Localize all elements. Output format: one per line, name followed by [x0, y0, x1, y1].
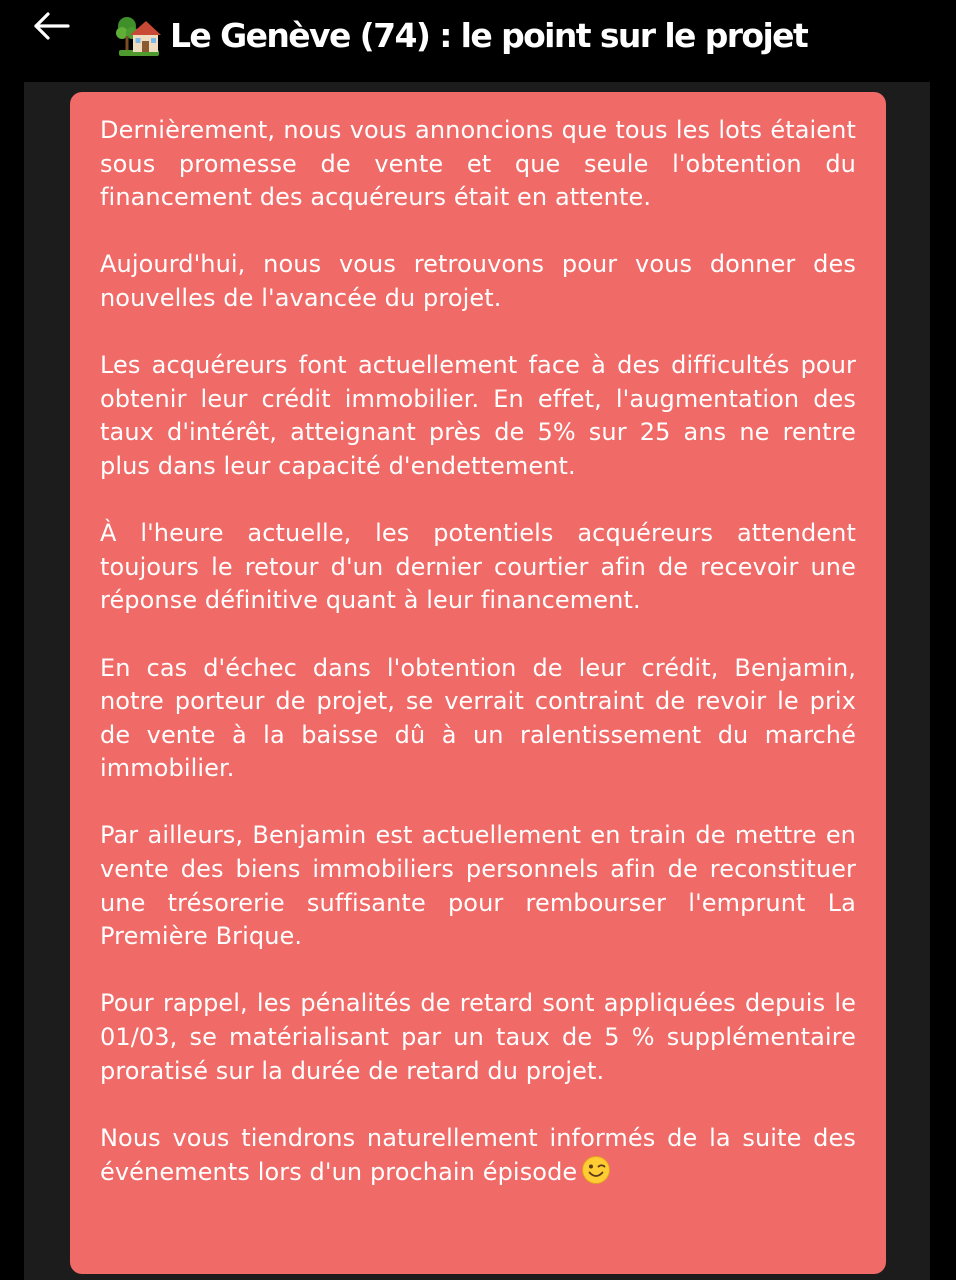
house-with-garden-icon	[116, 12, 162, 58]
paragraph-intro: Dernièrement, nous vous annoncions que tous les lots étaient sous promesse de vente et que seule l'obtention du financement des acquéreurs était en attente.	[100, 116, 856, 212]
title-area	[116, 10, 807, 60]
message-card	[70, 92, 886, 1274]
page-title: Le Genève (74) : le point sur le projet	[170, 15, 808, 55]
top-bar	[0, 0, 956, 82]
paragraph-penalties: Pour rappel, les pénalités de retard sont appliquées depuis le 01/03, se matérialisant par un taux de 5 % supplémentaire proratisé sur la durée de retard du projet.	[100, 989, 856, 1085]
winking-face-icon	[581, 1155, 611, 1185]
closing-text: Nous vous tiendrons naturellement informés de la suite des événements lors d'un prochain épisode	[100, 1123, 856, 1187]
paragraph-price: En cas d'échec dans l'obtention de leur crédit, Benjamin, notre porteur de projet, se verrait contraint de revoir le prix de vente à la baisse dû à un ralentissement du marché immobilier.	[100, 653, 856, 783]
paragraph-update: Aujourd'hui, nous vous retrouvons pour vous donner des nouvelles de l'avancée du projet.	[100, 250, 856, 312]
paragraph-treasury: Par ailleurs, Benjamin est actuellement en train de mettre en vente des biens immobiliers personnels afin de reconstituer une trésorerie suffisante pour rembourser l'emprunt La Première Brique.	[100, 821, 856, 951]
arrow-left-icon	[28, 6, 78, 48]
paragraph-broker: À l'heure actuelle, les potentiels acquéreurs attendent toujours le retour d'un dernier courtier afin de recevoir une réponse définitive quant à leur financement.	[100, 519, 856, 615]
paragraph-difficulties: Les acquéreurs font actuellement face à des difficultés pour obtenir leur crédit immobilier. En effet, l'augmentation des taux d'intérêt, atteignant près de 5% sur 25 ans ne rentre plus dans leur capacité d'endettement.	[100, 351, 856, 480]
back-button[interactable]	[28, 6, 78, 48]
paragraph-closing	[100, 1122, 856, 1190]
